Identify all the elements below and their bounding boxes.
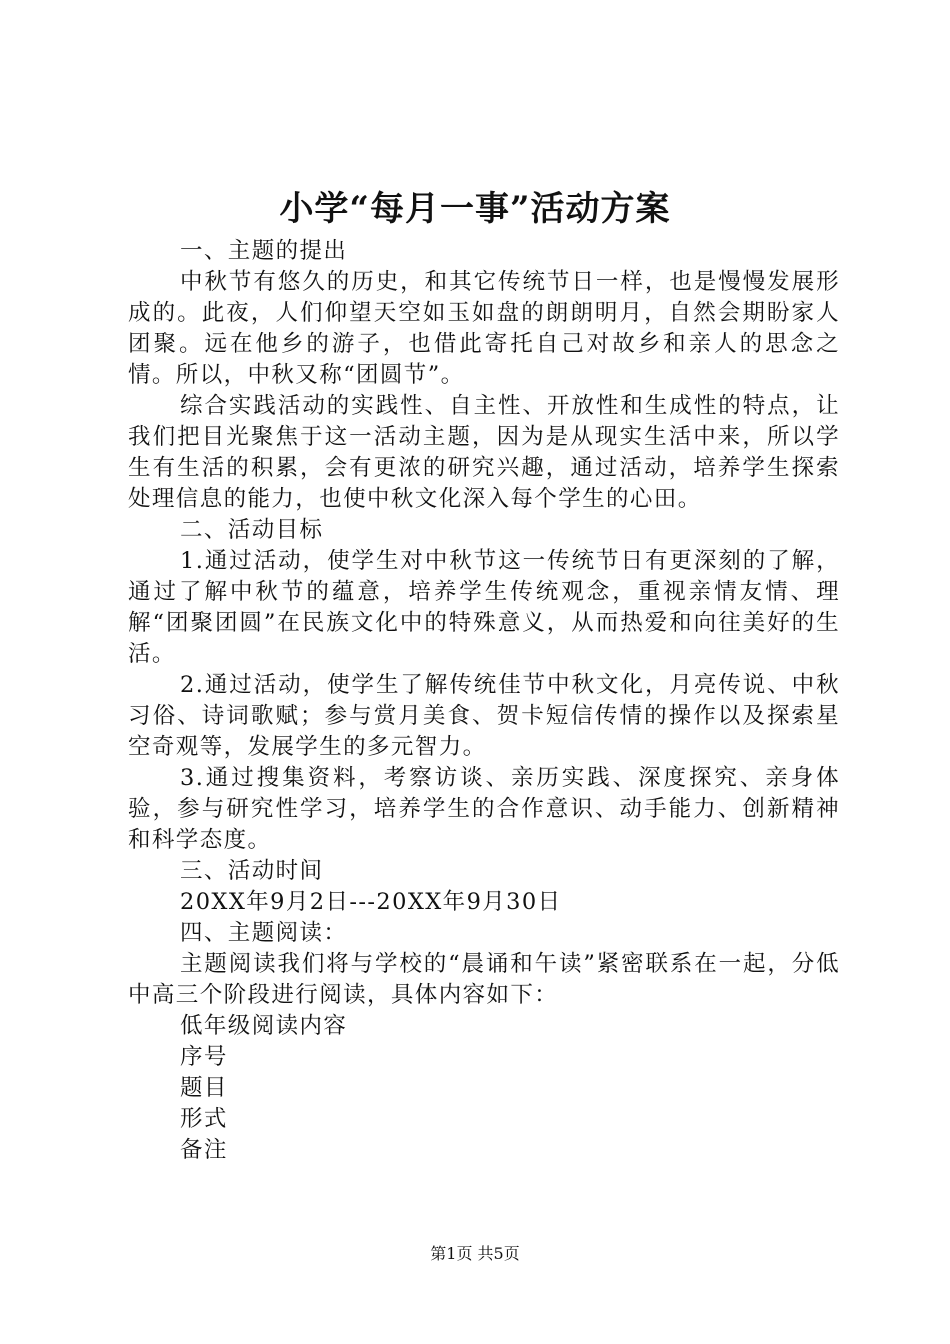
section-1-paragraph-2: 综合实践活动的实践性、自主性、开放性和生成性的特点，让我们把目光聚焦于这一活动主题，因为是从现实生活中来，所以学生有生活的积累，会有更浓的研究兴趣，通过活动，培养学生探索处理信息的能力，也使中秋文化深入每个学生的心田。	[128, 393, 840, 512]
section-1-paragraph-1: 中秋节有悠久的历史，和其它传统节日一样，也是慢慢发展形成的。此夜，人们仰望天空如玉如盘的朗朗明月，自然会期盼家人团聚。远在他乡的游子，也借此寄托自己对故乡和亲人的思念之情。所以，中秋又称“团圆节”。	[128, 269, 840, 388]
goal-1-paragraph: 1.通过活动，使学生对中秋节这一传统节日有更深刻的了解，通过了解中秋节的蕴意，培养学生传统观念，重视亲情友情、理解“团聚团圆”在民族文化中的特殊意义，从而热爱和向往美好的生活。	[128, 548, 840, 667]
table-header-remarks: 备注	[180, 1137, 228, 1163]
table-header-topic: 题目	[180, 1075, 228, 1101]
document-title: 小学“每月一事”活动方案	[279, 189, 671, 229]
goal-2-paragraph: 2.通过活动，使学生了解传统佳节中秋文化，月亮传说、中秋习俗、诗词歌赋；参与赏月美食、贺卡短信传情的操作以及探索星空奇观等，发展学生的多元智力。	[128, 672, 840, 760]
section-2-heading: 二、活动目标	[180, 517, 324, 543]
section-4-paragraph: 主题阅读我们将与学校的“晨诵和午读”紧密联系在一起，分低中高三个阶段进行阅读，具体内容如下：	[128, 951, 840, 1008]
low-grade-reading-label: 低年级阅读内容	[180, 1013, 348, 1039]
activity-time-text: 20XX年9月2日---20XX年9月30日	[180, 889, 562, 915]
goal-3-paragraph: 3.通过搜集资料，考察访谈、亲历实践、深度探究、亲身体验，参与研究性学习，培养学生的合作意识、动手能力、创新精神和科学态度。	[128, 765, 840, 853]
section-3-heading: 三、活动时间	[180, 858, 324, 884]
table-header-number: 序号	[180, 1044, 228, 1070]
page-footer: 第1页 共5页	[430, 1244, 520, 1263]
table-header-format: 形式	[180, 1106, 228, 1132]
section-1-heading: 一、主题的提出	[180, 238, 348, 264]
section-4-heading: 四、主题阅读：	[180, 920, 348, 946]
document-body	[128, 236, 840, 1166]
